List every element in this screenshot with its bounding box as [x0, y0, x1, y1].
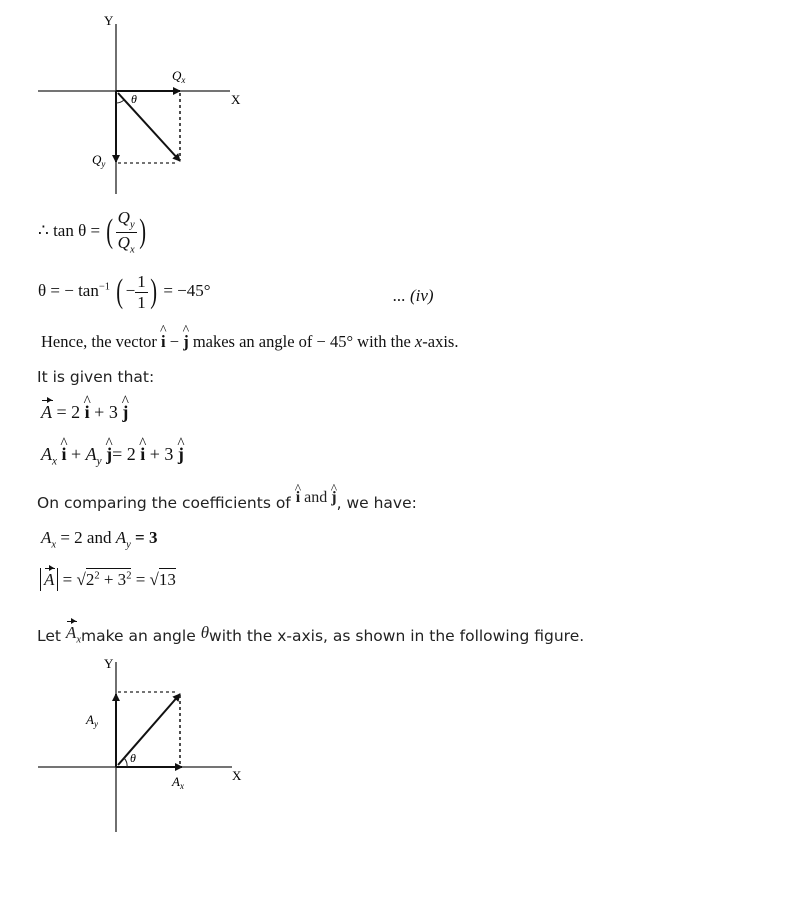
y-axis-label: Y: [104, 656, 114, 671]
theta-label: θ: [130, 751, 136, 765]
q-vector: [118, 93, 180, 161]
given-text: It is given that:: [37, 368, 155, 386]
comparing-text: On comparing the coefficients of ^ i and ^ j, we have:: [37, 494, 417, 513]
tan-theta-lhs: ∴ tan θ =: [38, 220, 101, 240]
equation-tan-theta: ∴ tan θ = ( $\frac{Q_y}{Q_x}$ ): [38, 208, 146, 255]
x-axis-label: X: [232, 768, 242, 783]
equation-components: $A_x$ ^ $i + A_y$ ^ j= 2 ^ i + 3 ^ j: [41, 444, 184, 468]
y-axis-label: Y: [104, 13, 114, 28]
q-ratio: $\frac{Q_y}{Q_x}$: [117, 208, 135, 255]
theta-label: θ: [131, 92, 137, 106]
equation-reference: ... (iv): [393, 286, 434, 305]
equation-component-values: $A_x = 2$ and $A_y = 3$: [41, 528, 158, 551]
a-vector: [118, 694, 180, 765]
qy-label: $Q_y$: [92, 152, 106, 169]
equation-theta-value: θ = − $\tan^{-1}$ ( − $\frac{1}{1}$ ) = −45°: [38, 272, 211, 312]
angle-arc: [116, 100, 124, 103]
figure-vector-q: [0, 0, 260, 200]
x-axis-label: X: [231, 92, 241, 107]
figure-vector-a: [0, 650, 260, 840]
hence-statement: Hence, the vector ^ i − ^ j makes an angle of − 45° with the x-axis.: [41, 332, 458, 352]
qx-label: $Q_x$: [172, 68, 186, 85]
equation-magnitude: $A = √2^2 + 3^2 = √13$: [40, 570, 176, 590]
equation-vector-a: A = 2 ^ i + 3 ^ j: [41, 402, 128, 423]
ay-label: $A_y$: [86, 712, 98, 729]
ax-label: $A_x$: [172, 774, 184, 791]
let-statement: Let $A_xmake$ an angle θwith the x-axis, as shown in the following figure.: [37, 623, 585, 646]
angle-arc: [124, 758, 127, 767]
